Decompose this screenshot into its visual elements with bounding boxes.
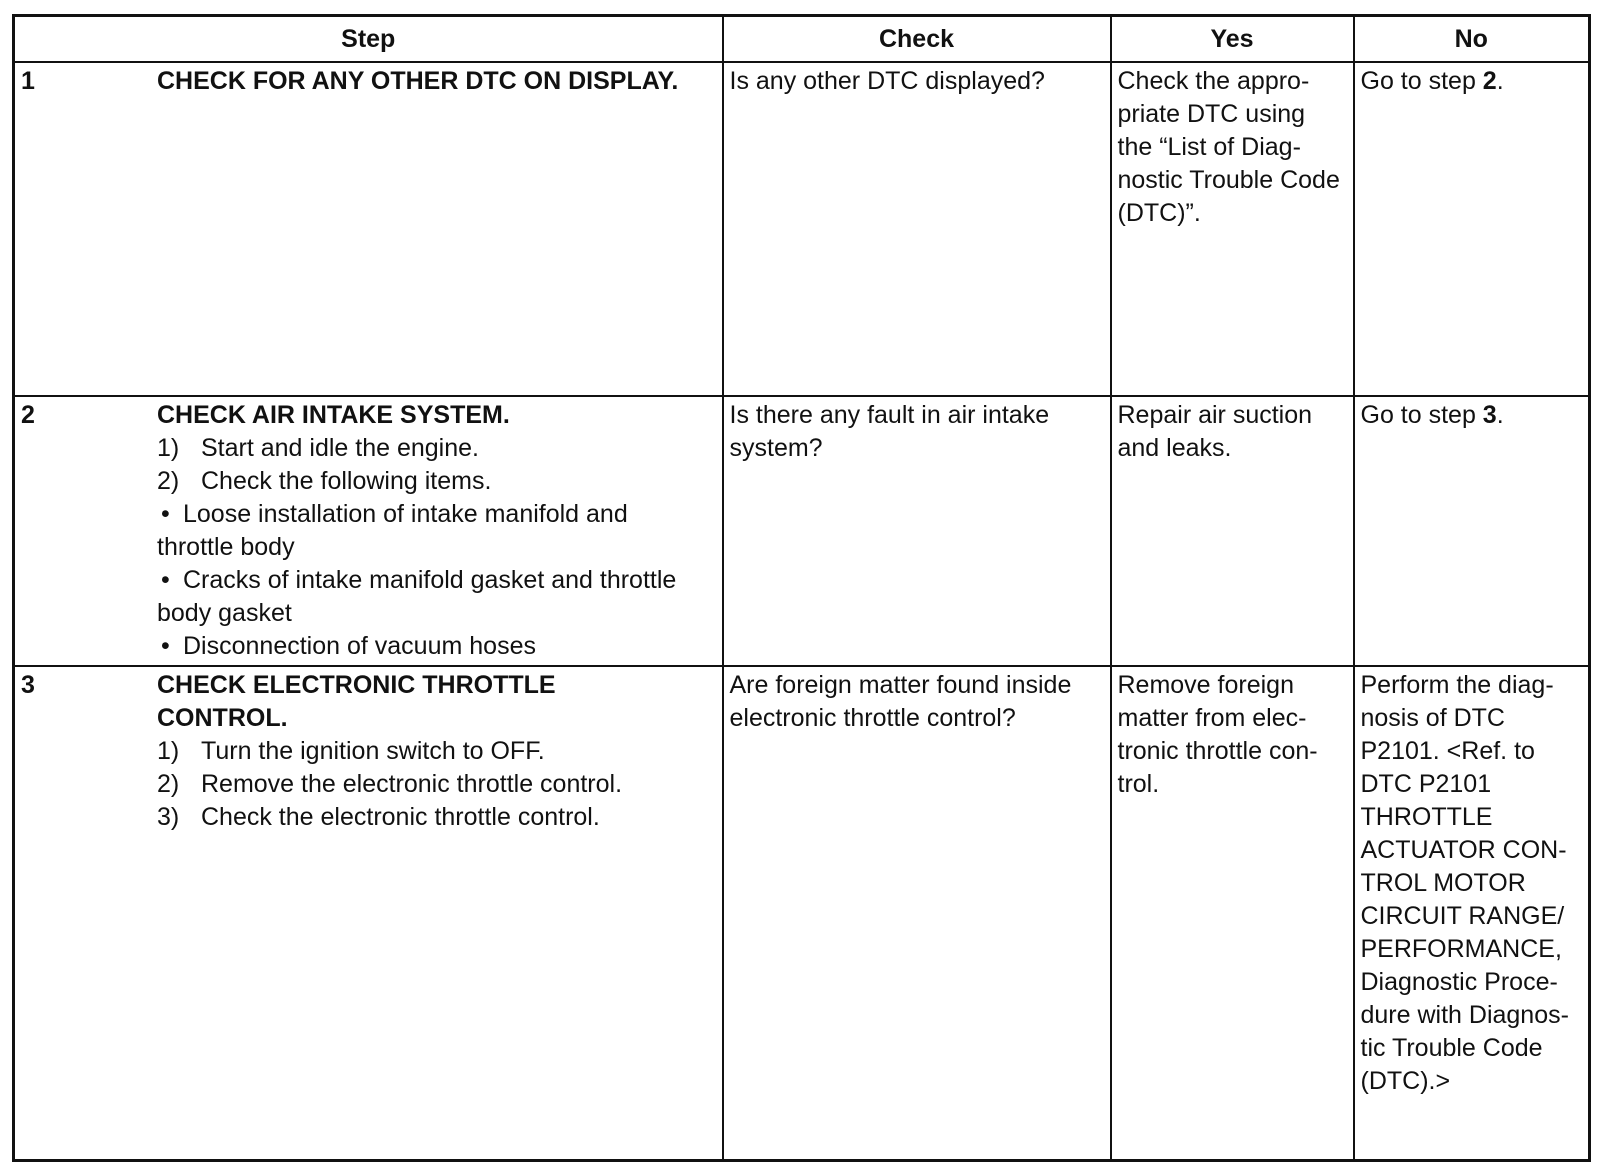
bullet-item xyxy=(157,498,710,564)
no-suffix: . xyxy=(1496,67,1504,95)
step-title: CHECK ELECTRONIC THROTTLE CONTROL. xyxy=(157,671,556,732)
yes-cell: Remove foreign matter from elec-tronic throttle con-trol. xyxy=(1111,666,1354,1160)
sub-item-text: Check the following items. xyxy=(201,467,492,495)
header-check: Check xyxy=(723,16,1111,63)
header-step: Step xyxy=(14,16,723,63)
sub-item-number: 2) xyxy=(157,467,180,495)
step-cell xyxy=(14,666,723,1160)
table-row xyxy=(14,666,1590,1160)
sub-item-number: 2) xyxy=(157,770,180,798)
yes-cell: Repair air suction and leaks. xyxy=(1111,396,1354,666)
no-prefix: Go to step xyxy=(1360,67,1483,95)
bullet-text: Cracks of intake manifold gasket and throttle body gasket xyxy=(157,566,677,627)
step-body xyxy=(157,399,710,663)
bullet-item xyxy=(157,564,710,630)
no-step-ref: 3 xyxy=(1482,401,1497,429)
bullet-text: Loose installation of intake manifold and throttle body xyxy=(157,500,628,561)
check-cell: Is any other DTC displayed? xyxy=(723,62,1111,396)
sub-item-text: Start and idle the engine. xyxy=(201,434,479,462)
bullet-icon: • xyxy=(161,632,170,660)
sub-item-number: 1) xyxy=(157,434,180,462)
yes-cell: Check the appro-priate DTC using the “List of Diag-nostic Trouble Code (DTC)”. xyxy=(1111,62,1354,396)
bullet-icon: • xyxy=(161,500,170,528)
no-cell xyxy=(1354,62,1590,396)
sub-item-number: 3) xyxy=(157,803,180,831)
sub-item xyxy=(157,465,710,498)
diagnostic-procedure-table xyxy=(12,14,1591,1162)
bullet-text: Disconnection of vacuum hoses xyxy=(183,632,536,660)
no-suffix: . xyxy=(1496,401,1504,429)
check-cell: Is there any fault in air intake system? xyxy=(723,396,1111,666)
table-header-row xyxy=(14,16,1590,63)
bullet-item xyxy=(157,630,710,663)
sub-item xyxy=(157,735,710,768)
step-title: CHECK AIR INTAKE SYSTEM. xyxy=(157,401,510,429)
sub-item-text: Remove the electronic throttle control. xyxy=(201,770,623,798)
bullet-icon: • xyxy=(161,566,170,594)
step-body xyxy=(157,669,710,834)
header-yes: Yes xyxy=(1111,16,1354,63)
step-number: 2 xyxy=(21,401,35,429)
table-row xyxy=(14,62,1590,396)
step-cell xyxy=(14,62,723,396)
sub-item-text: Turn the ignition switch to OFF. xyxy=(201,737,545,765)
step-cell xyxy=(14,396,723,666)
no-cell: Perform the diag-nosis of DTC P2101. <Ref. to DTC P2101 THROTTLE ACTUATOR CON-TROL MOTOR CIRCUIT RANGE/ PERFORMANCE, Diagnostic Proce-dure with Diagnos-tic Trouble Code (DTC).> xyxy=(1354,666,1590,1160)
no-prefix: Go to step xyxy=(1360,401,1483,429)
step-title: CHECK FOR ANY OTHER DTC ON DISPLAY. xyxy=(157,67,679,95)
sub-item-number: 1) xyxy=(157,737,180,765)
step-number: 1 xyxy=(21,67,35,95)
sub-item xyxy=(157,801,710,834)
sub-item xyxy=(157,432,710,465)
table-row xyxy=(14,396,1590,666)
sub-item xyxy=(157,768,710,801)
sub-item-text: Check the electronic throttle control. xyxy=(201,803,600,831)
step-body xyxy=(157,65,710,98)
no-step-ref: 2 xyxy=(1482,67,1497,95)
step-number: 3 xyxy=(21,671,35,699)
check-cell: Are foreign matter found inside electronic throttle control? xyxy=(723,666,1111,1160)
header-no: No xyxy=(1354,16,1590,63)
no-cell xyxy=(1354,396,1590,666)
